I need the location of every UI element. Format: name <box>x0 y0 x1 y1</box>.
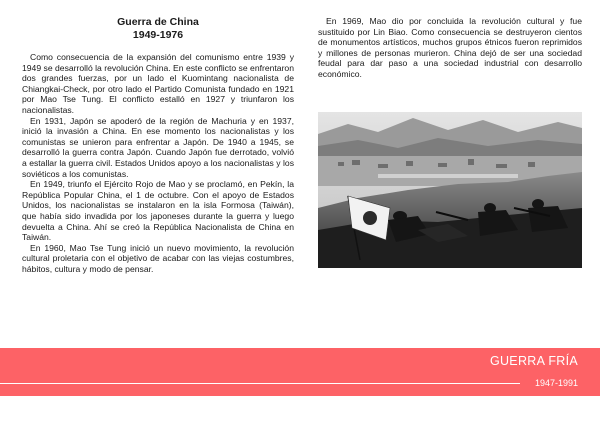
section-years: 1947-1991 <box>534 378 578 388</box>
paragraph-4: En 1960, Mao Tse Tung inició un nuevo movimiento, la revolución cultural proletaria con el objetivo de acabar con las viejas costumbres, hábitos, cultura y modo de pensar. <box>22 242 294 274</box>
left-column <box>22 52 294 274</box>
war-photo <box>318 112 582 268</box>
right-column <box>318 16 582 80</box>
article-title: Guerra de China <box>117 16 199 28</box>
war-photo-illustration <box>318 112 582 268</box>
article-years: 1949-1976 <box>132 29 184 41</box>
paragraph-1: Como consecuencia de la expansión del comunismo entre 1939 y 1949 se desarrolló la revolución China. En este conflicto se enfrentaron dos grandes fuerzas, por un lado el Kuomintang nacionalista de Chiangkai-Check, por otro lado el Partido Comunista fundado en 1921 por Mao Tse Tung. El conflicto estalló en 1927 y triunfaron los nacionalistas. <box>22 52 294 115</box>
paragraph-5: En 1969, Mao dio por concluida la revolución cultural y fue sustituido por Lin Biao. Como consecuencia se destruyeron cientos de monumentos artísticos, muchos grupos étnicos fueron reprimidos y millones de personas murieron. China dejó de ser una sociedad feudal para dar paso a una sociedad industrial con desarrollo económico. <box>318 16 582 79</box>
paragraph-3: En 1949, triunfo el Ejército Rojo de Mao y se proclamó, en Pekín, la República Popular China, el 1 de octubre. Con el apoyo de Estados Unidos, los nacionalistas se instalaron en la isla Formosa (Taiwán), que había sido invadida por los japoneses durante la guerra y luego devuelta a China. Ahí se creó la República Nacionalista de China en Taiwán. <box>22 179 294 243</box>
paragraph-2: En 1931, Japón se apoderó de la región de Machuria y en 1937, inició la invasión a China. En ese momento los nacionalistas y los comunistas se unieron para enfrentar a Japón. De 1940 a 1945, se desarrolló la guerra contra Japón. Cuando Japón fue derrotado, volvió a estallar la guerra civil. Estados Unidos apoyo a los nacionalistas y los soviéticos a los comunistas. <box>22 115 294 179</box>
section-title: GUERRA FRÍA <box>489 354 578 368</box>
article-title-block <box>22 16 294 42</box>
footer-divider <box>0 383 520 384</box>
